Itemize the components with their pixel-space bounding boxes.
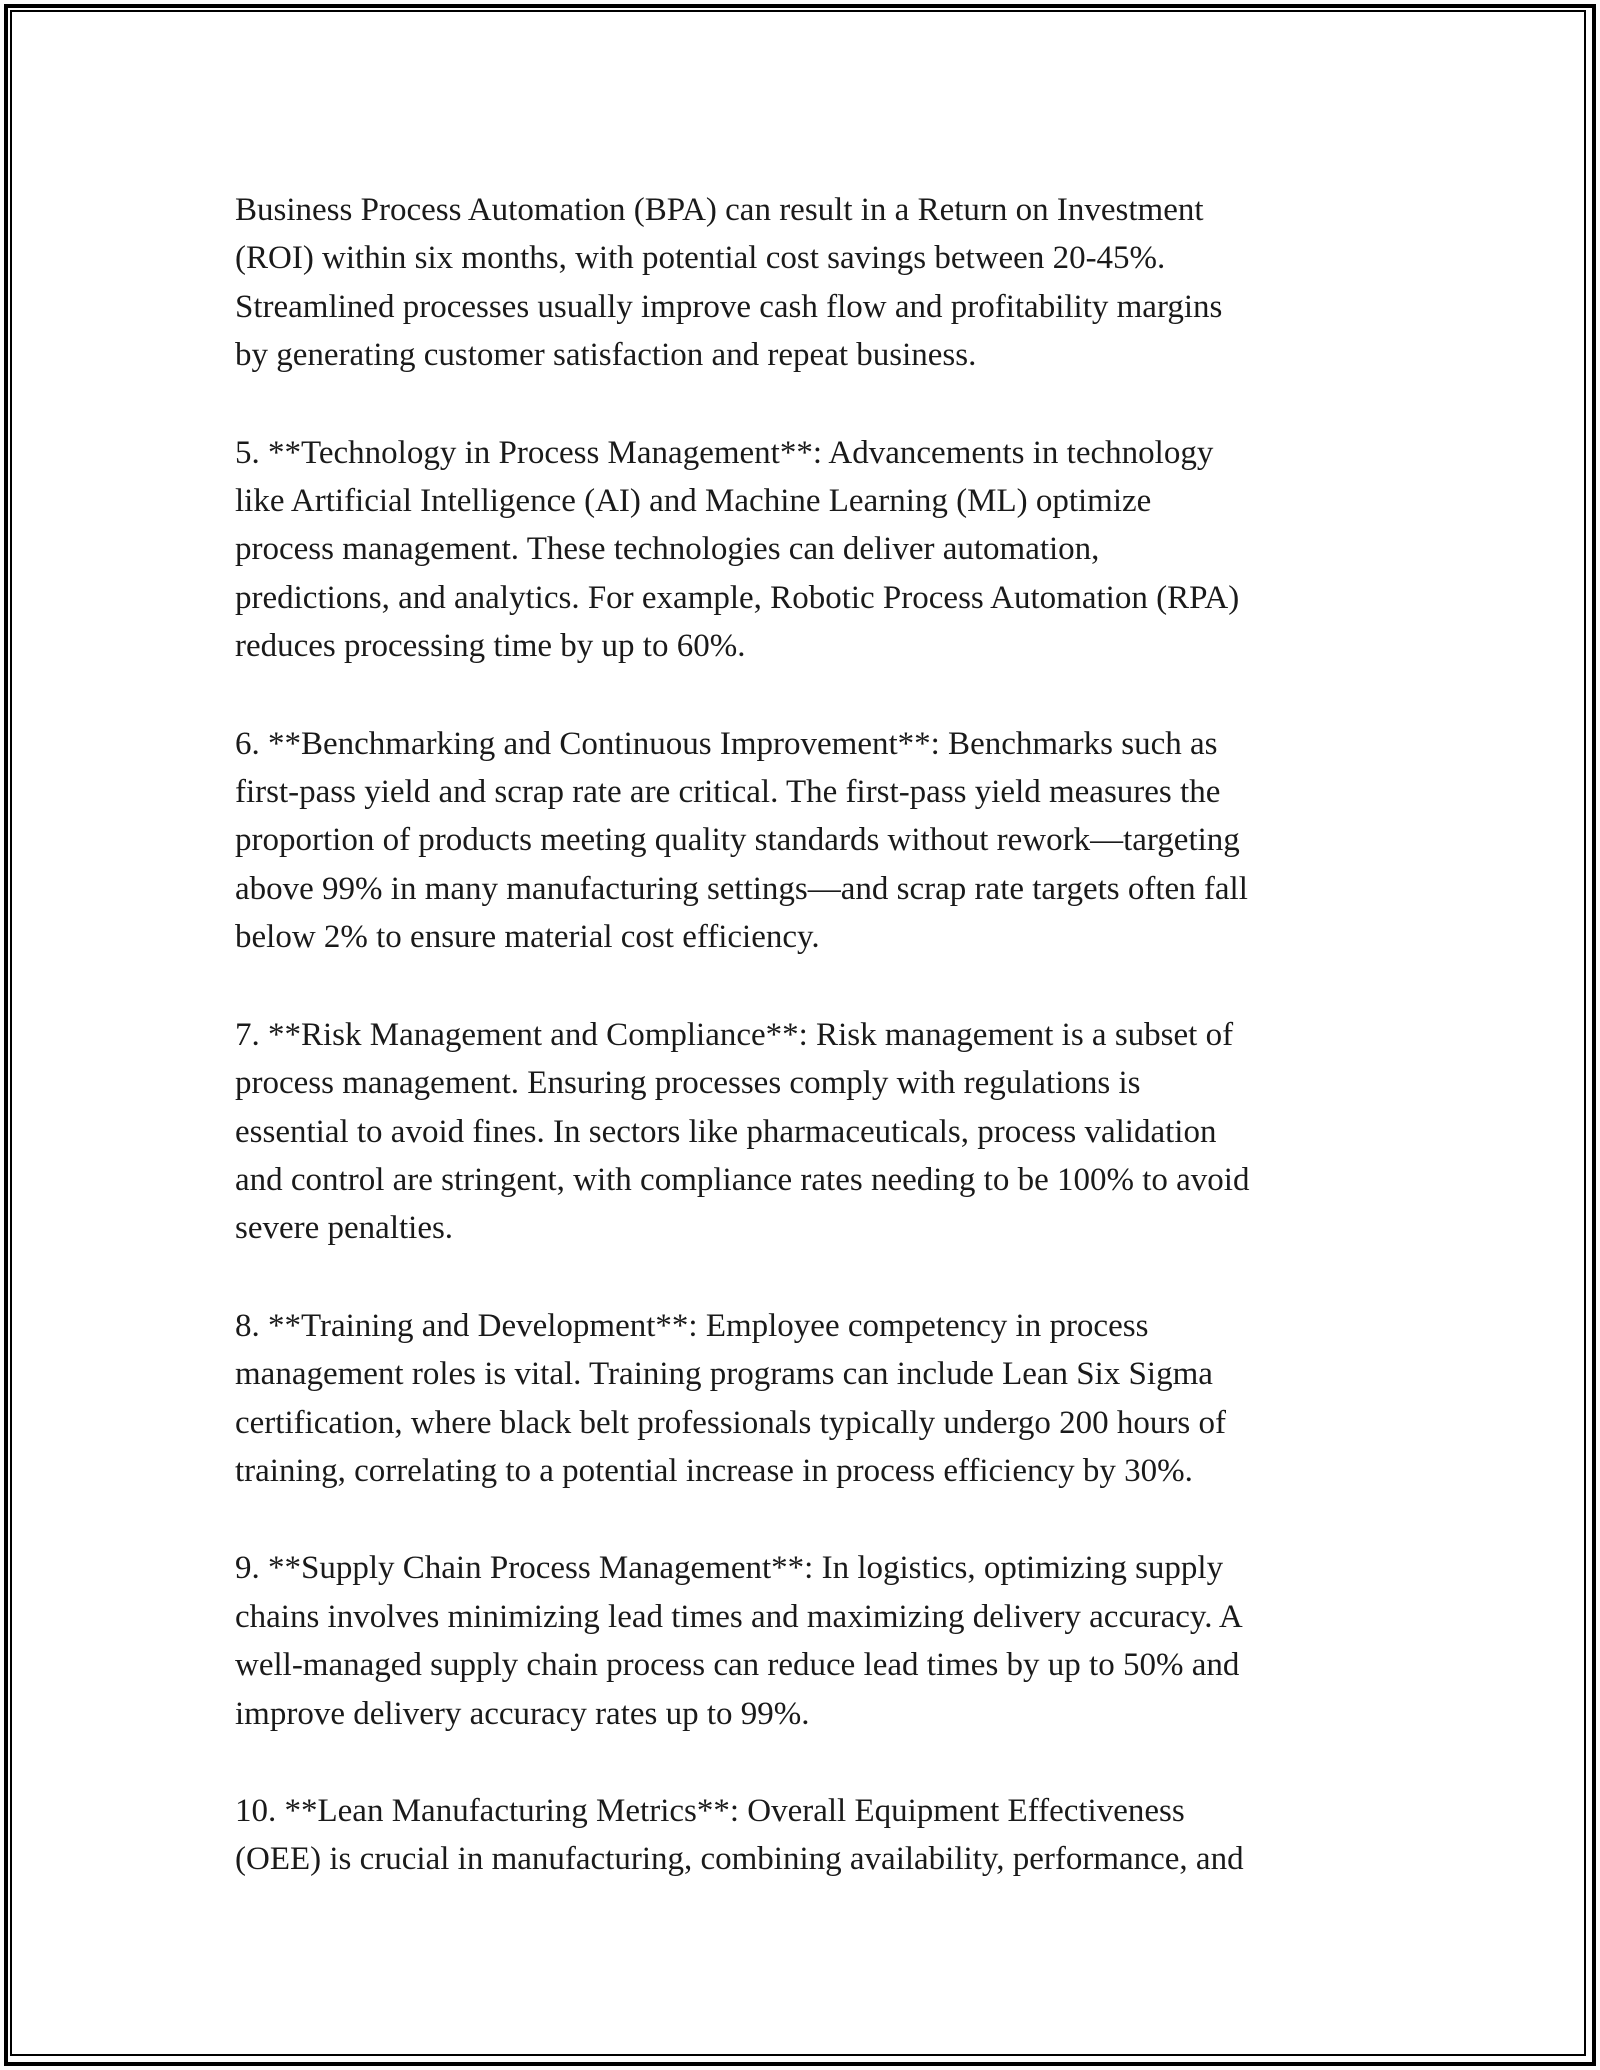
text-line: certification, where black belt professionals typically undergo 200 hours of — [235, 1404, 1226, 1441]
text-line: proportion of products meeting quality standards without rework—targeting — [235, 822, 1240, 859]
text-line: like Artificial Intelligence (AI) and Machine Learning (ML) optimize — [235, 483, 1152, 520]
text-line: (ROI) within six months, with potential cost savings between 20-45%. — [235, 240, 1166, 277]
text-line: first-pass yield and scrap rate are critical. The first-pass yield measures the — [235, 774, 1221, 811]
paragraph-benchmarking — [235, 720, 1375, 962]
text-line: 7. **Risk Management and Compliance**: Risk management is a subset of — [235, 1016, 1234, 1053]
paragraph-technology — [235, 429, 1375, 671]
text-line: management roles is vital. Training programs can include Lean Six Sigma — [235, 1356, 1213, 1393]
text-line: severe penalties. — [235, 1210, 454, 1247]
text-line: 5. **Technology in Process Management**: Advancements in technology — [235, 434, 1214, 471]
text-line: 9. **Supply Chain Process Management**: In logistics, optimizing supply — [235, 1550, 1224, 1587]
paragraph-training — [235, 1302, 1375, 1496]
text-line: 6. **Benchmarking and Continuous Improvement**: Benchmarks such as — [235, 725, 1218, 762]
text-line: below 2% to ensure material cost efficiency. — [235, 919, 820, 956]
text-line: process management. Ensuring processes comply with regulations is — [235, 1065, 1141, 1102]
text-line: Business Process Automation (BPA) can result in a Return on Investment — [235, 192, 1204, 228]
text-line: predictions, and analytics. For example, Robotic Process Automation (RPA) — [235, 579, 1240, 616]
text-line: well-managed supply chain process can reduce lead times by up to 50% and — [235, 1647, 1240, 1684]
text-line: training, correlating to a potential increase in process efficiency by 30%. — [235, 1452, 1193, 1489]
text-line: 8. **Training and Development**: Employee competency in process — [235, 1307, 1149, 1344]
text-line: reduces processing time by up to 60%. — [235, 628, 746, 665]
paragraph-supply-chain — [235, 1544, 1375, 1738]
text-line: (OEE) is crucial in manufacturing, combining availability, performance, and — [235, 1841, 1244, 1878]
text-line: process management. These technologies can deliver automation, — [235, 531, 1100, 568]
text-line: Streamlined processes usually improve cash flow and profitability margins — [235, 288, 1223, 325]
text-line: and control are stringent, with compliance rates needing to be 100% to avoid — [235, 1161, 1250, 1198]
text-line: essential to avoid fines. In sectors like pharmaceuticals, process validation — [235, 1113, 1217, 1150]
text-line: chains involves minimizing lead times and maximizing delivery accuracy. A — [235, 1598, 1243, 1635]
document-body — [235, 186, 1375, 1933]
paragraph-risk-compliance — [235, 1011, 1375, 1253]
text-line: improve delivery accuracy rates up to 99%. — [235, 1695, 810, 1732]
text-line: above 99% in many manufacturing settings—and scrap rate targets often fall — [235, 870, 1248, 907]
text-line: 10. **Lean Manufacturing Metrics**: Overall Equipment Effectiveness — [235, 1792, 1185, 1829]
text-line: by generating customer satisfaction and repeat business. — [235, 337, 977, 374]
paragraph-bpa-roi — [235, 186, 1375, 380]
paragraph-lean-manufacturing — [235, 1787, 1375, 1884]
